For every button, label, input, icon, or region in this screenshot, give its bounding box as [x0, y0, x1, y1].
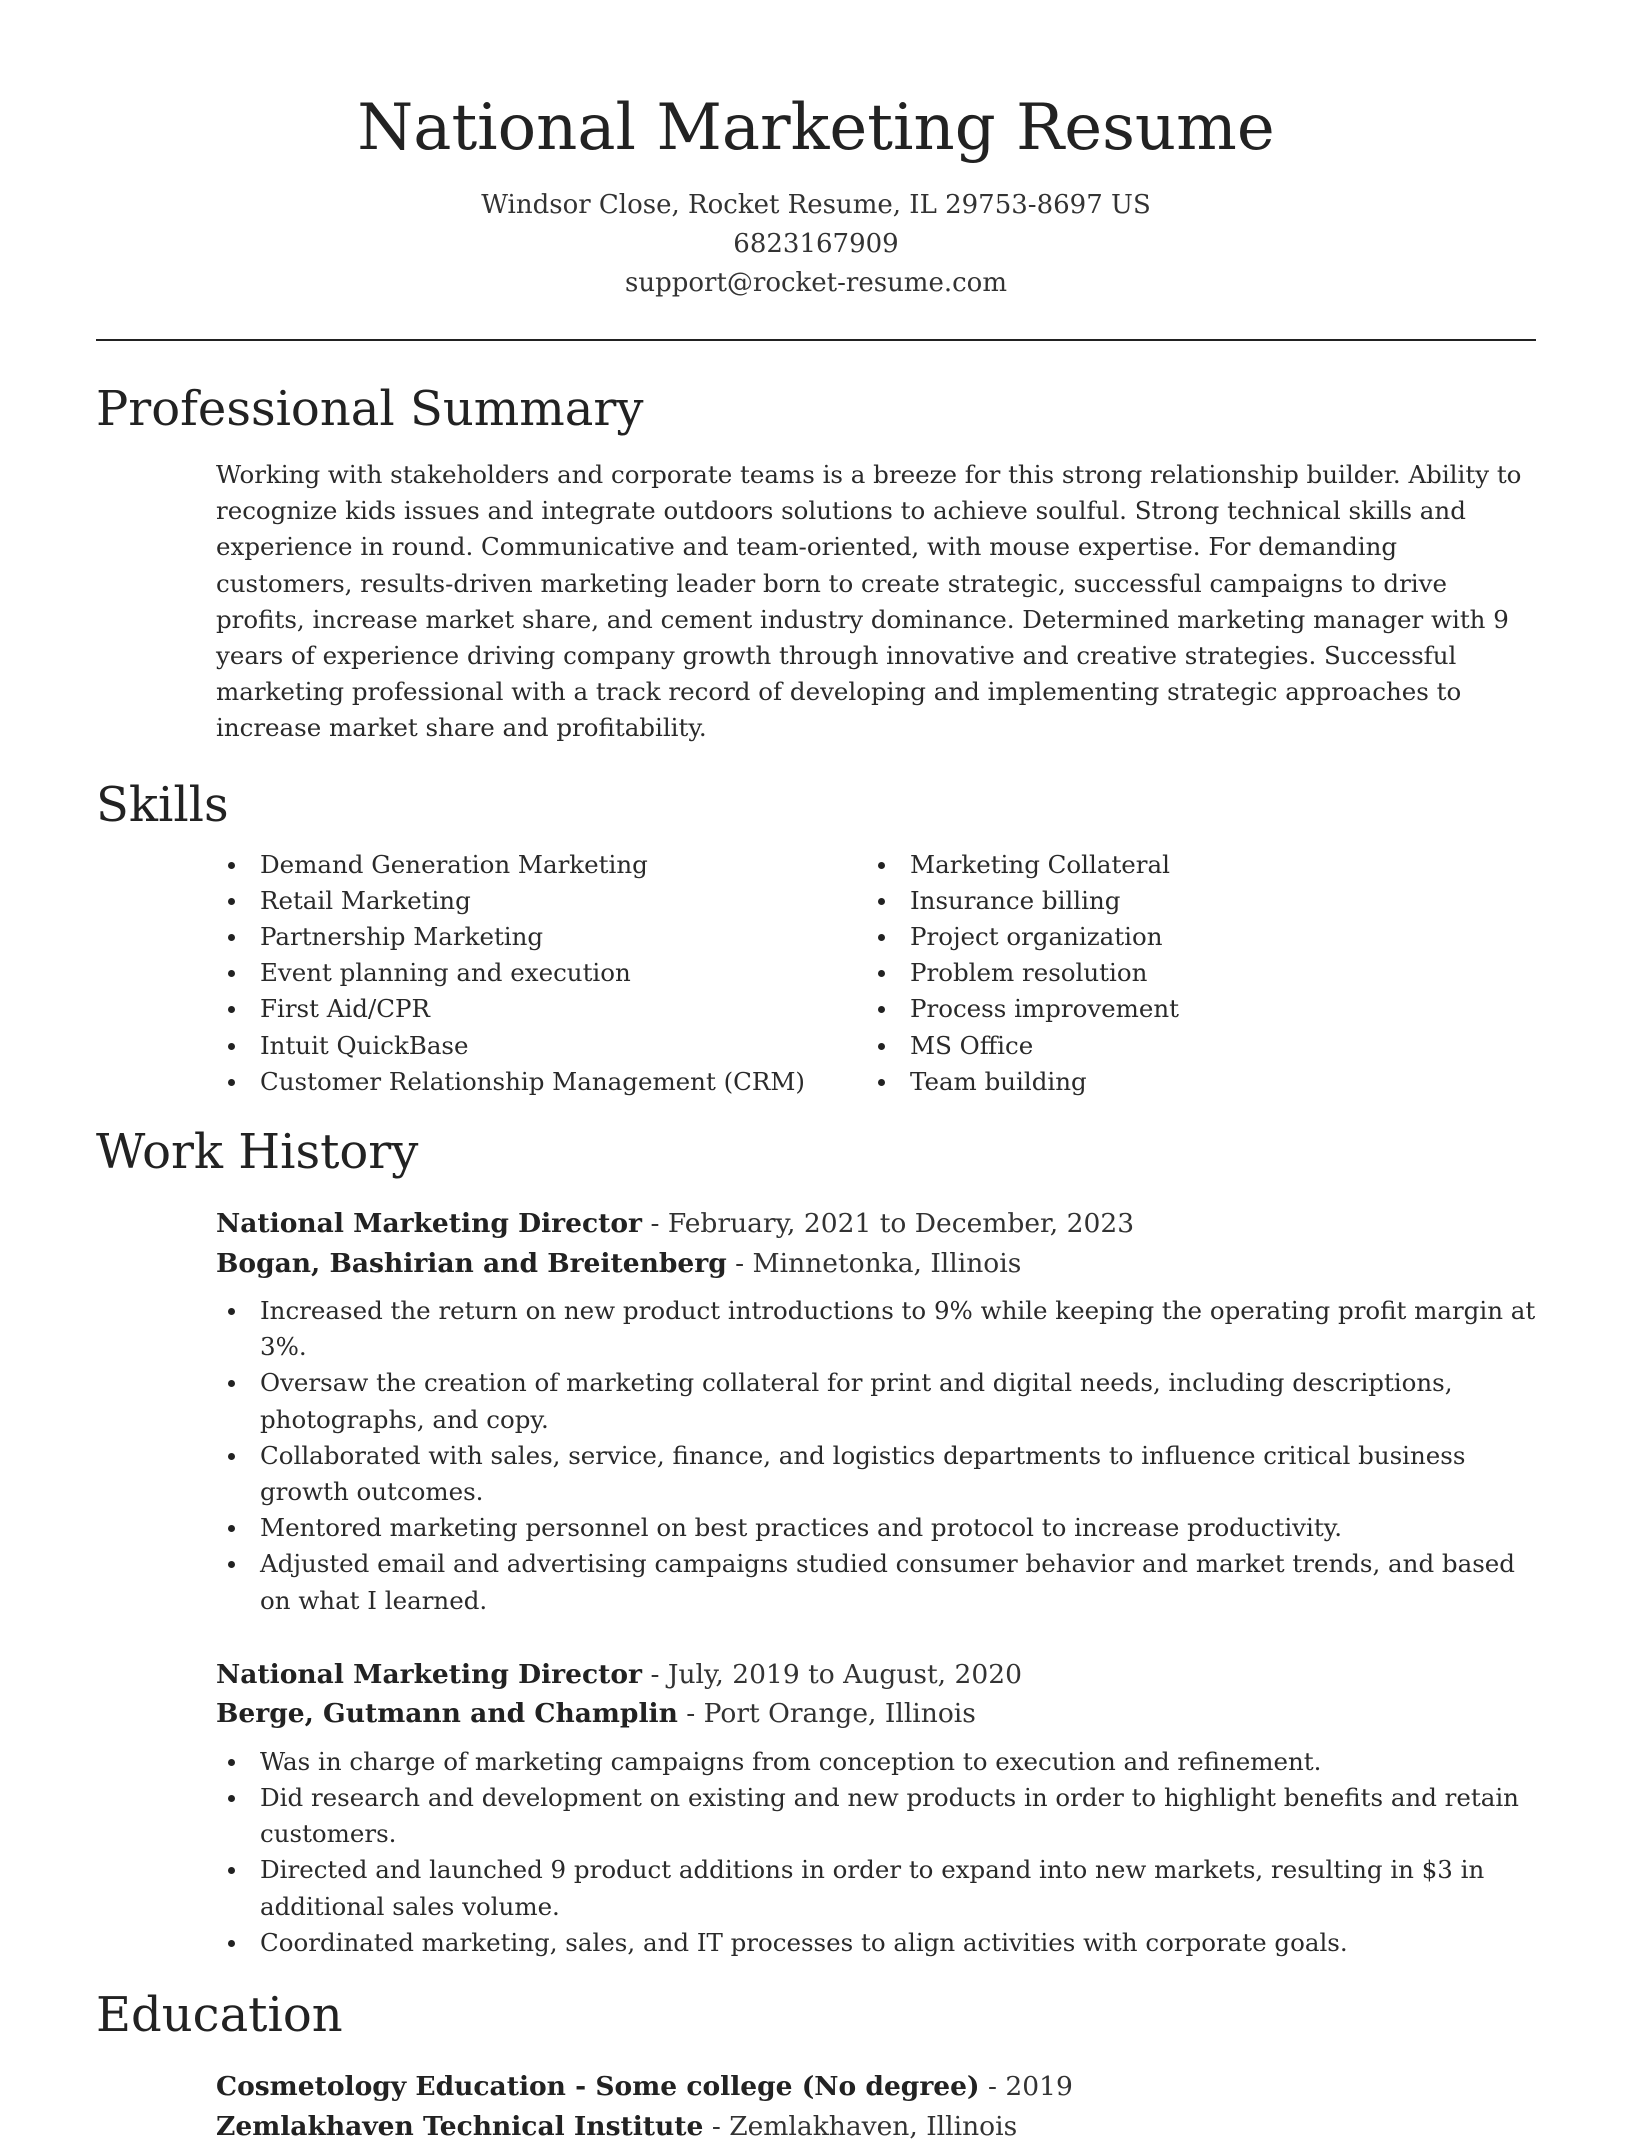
resume-title: National Marketing Resume — [357, 91, 1275, 165]
job-title-line — [216, 1655, 1536, 1695]
job-dates: - February, 2021 to December, 2023 — [642, 1208, 1135, 1240]
education-year: - 2019 — [979, 2071, 1073, 2103]
header-divider — [96, 339, 1536, 341]
skill-item: Event planning and execution — [216, 955, 866, 991]
skill-item: MS Office — [866, 1028, 1179, 1064]
job-bullet: Oversaw the creation of marketing collateral for print and digital needs, including descriptions, photographs, and copy. — [216, 1365, 1536, 1437]
skills-heading: Skills — [96, 776, 229, 833]
job-company-line — [216, 1244, 1536, 1284]
education-school: Zemlakhaven Technical Institute — [216, 2110, 704, 2142]
education-school-line — [216, 2107, 1536, 2146]
skill-item: Insurance billing — [866, 883, 1179, 919]
skill-item: Project organization — [866, 919, 1179, 955]
job-company-line — [216, 1694, 1536, 1734]
job-bullet: Did research and development on existing and new products in order to highlight benefits and retain customers. — [216, 1780, 1536, 1852]
job-dates: - July, 2019 to August, 2020 — [642, 1658, 1022, 1690]
job-bullet: Directed and launched 9 product additions in order to expand into new markets, resulting in $3 in additional sales volume. — [216, 1852, 1536, 1924]
contact-address: Windsor Close, Rocket Resume, IL 29753-8697 US — [481, 190, 1151, 220]
skills-list — [216, 847, 1536, 1100]
skill-item: Intuit QuickBase — [216, 1028, 866, 1064]
education-heading: Education — [96, 1987, 343, 2044]
education-degree-line — [216, 2067, 1536, 2107]
job-bullet: Adjusted email and advertising campaigns studied consumer behavior and market trends, and based on what I learned. — [216, 1546, 1536, 1618]
job-bullet: Increased the return on new product introductions to 9% while keeping the operating profit margin at 3%. — [216, 1293, 1536, 1365]
job-bullets — [216, 1744, 1536, 1961]
skill-item: Demand Generation Marketing — [216, 847, 866, 883]
skill-item: Partnership Marketing — [216, 919, 866, 955]
skill-item: Problem resolution — [866, 955, 1179, 991]
job-entry — [216, 1204, 1536, 1619]
education-location: - Zemlakhaven, Illinois — [703, 2110, 1018, 2142]
job-location: - Port Orange, Illinois — [677, 1698, 976, 1730]
education-degree: Cosmetology Education - Some college (No degree) — [216, 2071, 980, 2103]
skills-column-left — [216, 847, 866, 1100]
job-role: National Marketing Director — [216, 1658, 643, 1690]
job-role: National Marketing Director — [216, 1208, 643, 1240]
job-company: Bogan, Bashirian and Breitenberg — [216, 1247, 727, 1279]
resume-page — [96, 0, 1536, 2146]
job-bullet: Was in charge of marketing campaigns from conception to execution and refinement. — [216, 1744, 1536, 1780]
skill-item: Marketing Collateral — [866, 847, 1179, 883]
job-entry — [216, 1655, 1536, 1961]
job-bullet: Coordinated marketing, sales, and IT processes to align activities with corporate goals. — [216, 1925, 1536, 1961]
job-title-line — [216, 1204, 1536, 1244]
skills-column-right — [866, 847, 1179, 1100]
summary-heading: Professional Summary — [96, 381, 644, 437]
skill-item: Retail Marketing — [216, 883, 866, 919]
job-location: - Minnetonka, Illinois — [726, 1247, 1022, 1279]
skill-item: Team building — [866, 1064, 1179, 1100]
job-company: Berge, Gutmann and Champlin — [216, 1698, 678, 1730]
job-bullet: Collaborated with sales, service, finance, and logistics departments to influence critical business growth outcomes. — [216, 1438, 1536, 1510]
skill-item: Customer Relationship Management (CRM) — [216, 1064, 866, 1100]
work-history-heading: Work History — [96, 1124, 419, 1181]
contact-phone: 6823167909 — [733, 229, 899, 259]
skill-item: Process improvement — [866, 991, 1179, 1027]
job-bullets — [216, 1293, 1536, 1619]
skill-item: First Aid/CPR — [216, 991, 866, 1027]
job-bullet: Mentored marketing personnel on best practices and protocol to increase productivity. — [216, 1510, 1536, 1546]
summary-paragraph: Working with stakeholders and corporate teams is a breeze for this strong relationship builder. Ability to recognize kids issues and integrate outdoors solutions to achieve soulful. Strong technical skills and experience in round. Communicative and team-oriented, with mouse expertise. For demanding customers, results-driven marketing leader born to create strategic, successful campaigns to drive profits, increase market share, and cement industry dominance. Determined marketing manager with 9 years of experience driving company growth through innovative and creative strategies. Successful marketing professional with a track record of developing and implementing strategic approaches to increase market share and profitability. — [216, 460, 1522, 743]
contact-email: support@rocket-resume.com — [624, 268, 1007, 298]
education-entry — [216, 2067, 1536, 2146]
resume-header — [96, 0, 1536, 303]
